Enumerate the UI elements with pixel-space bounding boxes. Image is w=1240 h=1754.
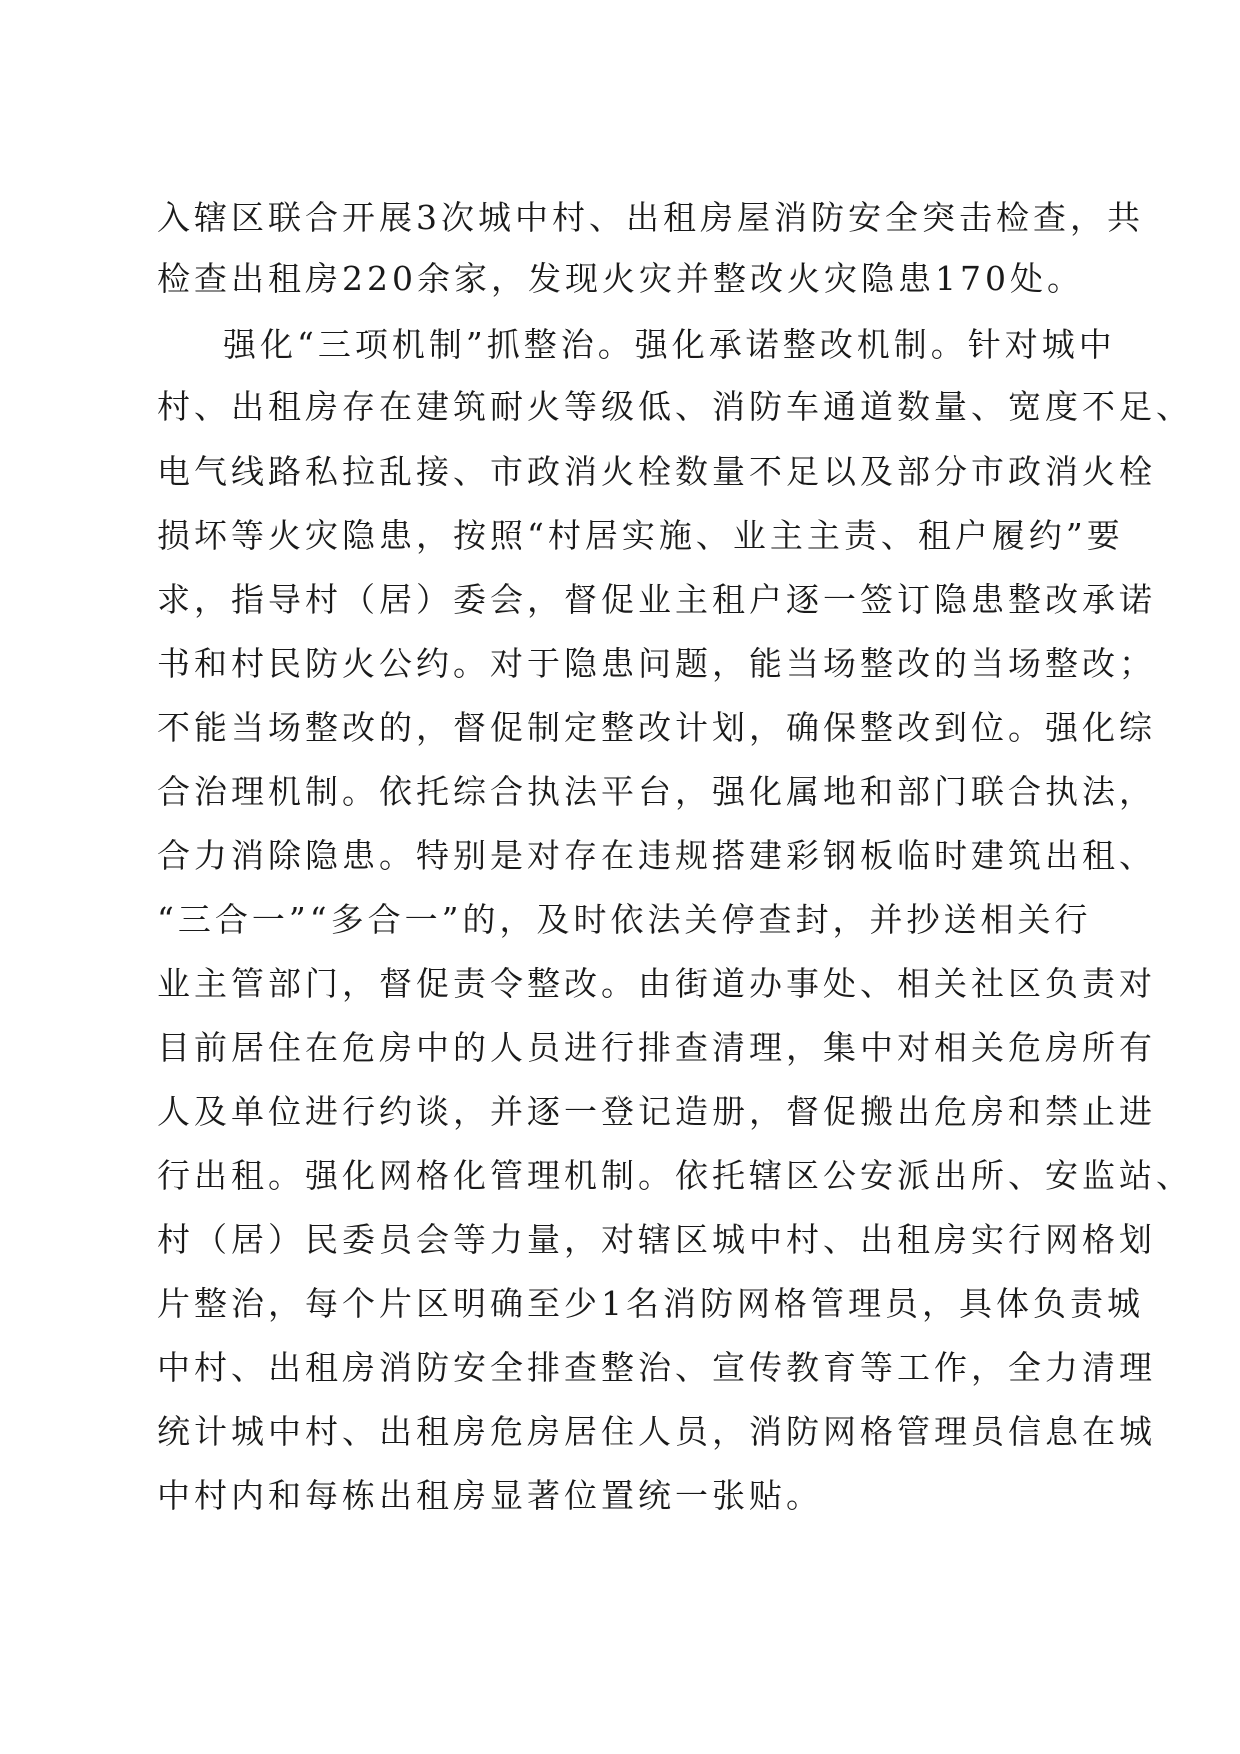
text-line-5: 电气线路私拉乱接、市政消火栓数量不足以及部分市政消火栓 (157, 452, 1156, 491)
text-line-18: 片整治，每个片区明确至少1名消防网格管理员，具体负责城 (157, 1284, 1144, 1323)
text-line-2: 检查出租房220余家，发现火灾并整改火灾隐患170处。 (157, 259, 1084, 298)
text-line-3: 强化“三项机制”抓整治。强化承诺整改机制。针对城中 (223, 325, 1116, 364)
text-line-1: 入辖区联合开展3次城中村、出租房屋消防安全突击检查，共 (157, 198, 1144, 237)
text-line-8: 书和村民防火公约。对于隐患问题，能当场整改的当场整改； (157, 644, 1156, 683)
text-line-12: “三合一”“多合一”的，及时依法关停查封，并抄送相关行 (157, 900, 1092, 939)
text-line-4: 村、出租房存在建筑耐火等级低、消防车通道数量、宽度不足、 (157, 387, 1193, 426)
text-line-17: 村（居）民委员会等力量，对辖区城中村、出租房实行网格划 (157, 1220, 1156, 1259)
text-line-21: 中村内和每栋出租房显著位置统一张贴。 (157, 1476, 823, 1515)
text-line-9: 不能当场整改的，督促制定整改计划，确保整改到位。强化综 (157, 708, 1156, 747)
text-line-13: 业主管部门，督促责令整改。由街道办事处、相关社区负责对 (157, 964, 1156, 1003)
text-line-20: 统计城中村、出租房危房居住人员，消防网格管理员信息在城 (157, 1412, 1156, 1451)
text-line-19: 中村、出租房消防安全排查整治、宣传教育等工作，全力清理 (157, 1348, 1156, 1387)
text-line-16: 行出租。强化网格化管理机制。依托辖区公安派出所、安监站、 (157, 1156, 1193, 1195)
text-line-10: 合治理机制。依托综合执法平台，强化属地和部门联合执法， (157, 772, 1156, 811)
text-line-6: 损坏等火灾隐患，按照“村居实施、业主主责、租户履约”要 (157, 516, 1124, 555)
text-line-7: 求，指导村（居）委会，督促业主租户逐一签订隐患整改承诺 (157, 580, 1156, 619)
text-line-14: 目前居住在危房中的人员进行排查清理，集中对相关危房所有 (157, 1028, 1156, 1067)
text-line-15: 人及单位进行约谈，并逐一登记造册，督促搬出危房和禁止进 (157, 1092, 1156, 1131)
text-line-11: 合力消除隐患。特别是对存在违规搭建彩钢板临时建筑出租、 (157, 836, 1156, 875)
